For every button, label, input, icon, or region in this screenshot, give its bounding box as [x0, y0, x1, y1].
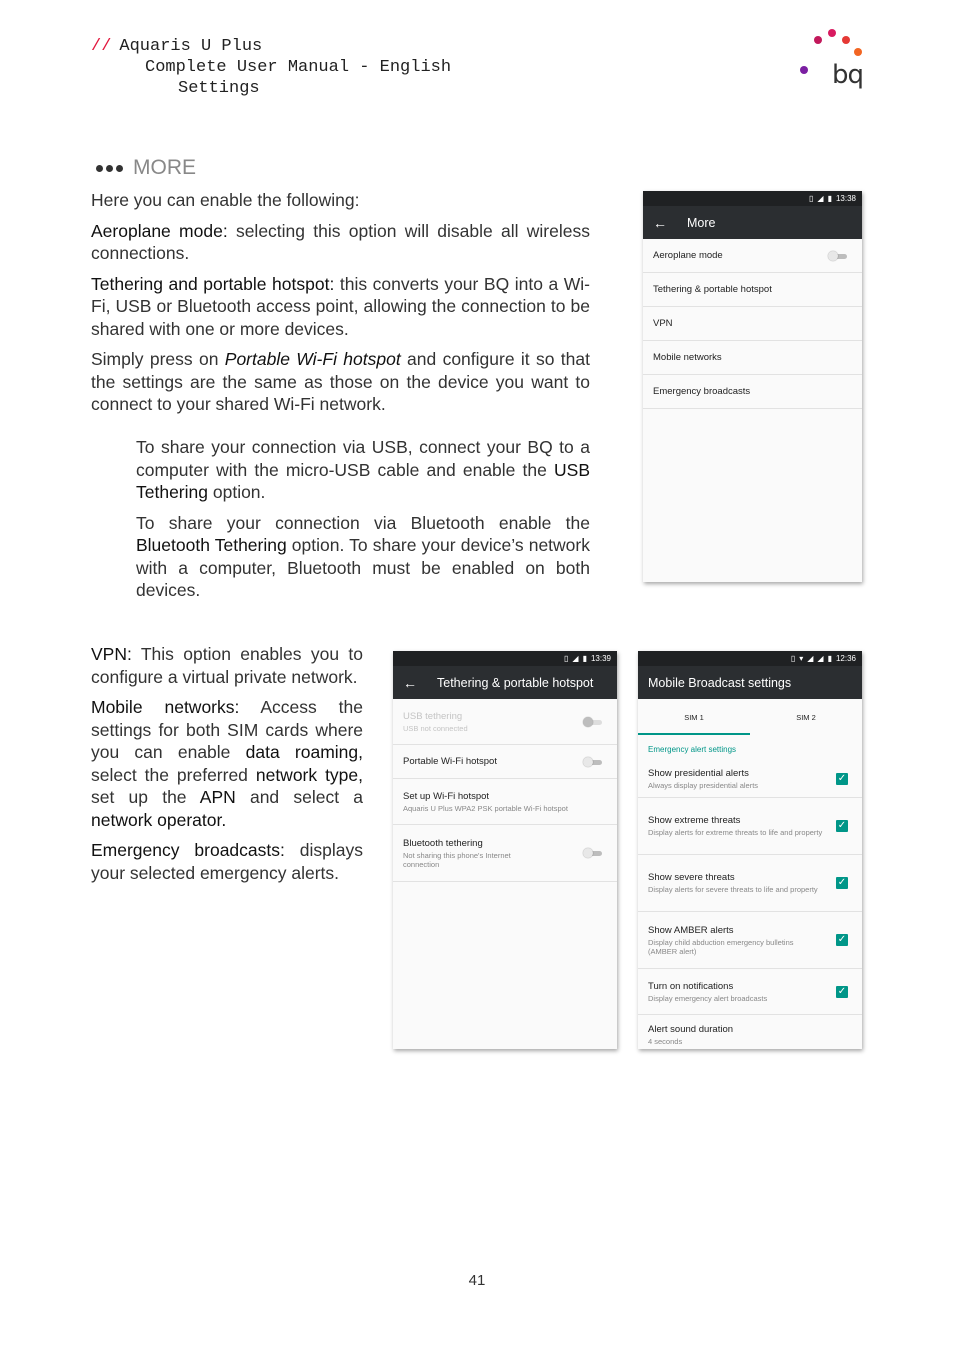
status-time: 12:36 — [835, 654, 856, 663]
header-chapter: Settings — [178, 79, 260, 98]
status-time: 13:38 — [835, 194, 856, 203]
setting-notifications[interactable]: Turn on notifications Display emergency alert broadcasts ✓ — [638, 969, 862, 1015]
app-bar — [638, 666, 862, 699]
setting-extreme-threats[interactable]: Show extreme threats Display alerts for extreme threats to life and property ✓ — [638, 798, 862, 855]
aeroplane-toggle[interactable] — [828, 251, 848, 261]
logo-dot — [800, 66, 808, 74]
logo-text: bq — [832, 60, 864, 90]
logo-dot — [814, 36, 822, 44]
emergency-paragraph: Emergency broadcasts: displays your selected emergency alerts. — [91, 840, 363, 883]
menu-item-emergency-broadcasts[interactable]: Emergency broadcasts — [643, 375, 862, 409]
checkbox-checked-icon[interactable]: ✓ — [837, 934, 847, 945]
usb-tethering-toggle[interactable] — [583, 717, 603, 727]
app-bar-title: Tethering & portable hotspot — [437, 675, 594, 690]
signal-icon: ◢ — [807, 654, 814, 663]
screenshot-broadcast — [638, 651, 862, 1049]
hotspot-paragraph: Simply press on Portable Wi-Fi hotspot and configure it so that the settings are the same as those on the device you want to connect to your shared Wi-Fi network. — [91, 349, 590, 414]
mobile-paragraph: Mobile networks: Access the settings for both SIM cards where you can enable data roaming, select the preferred network type, set up the APN and select a network operator. — [91, 697, 364, 830]
sim-tabs — [638, 699, 862, 735]
tab-sim-1[interactable]: SIM 1 — [638, 699, 750, 735]
app-bar-title: More — [687, 215, 716, 230]
back-arrow-icon[interactable]: ← — [653, 214, 667, 231]
vibrate-icon: ▯ — [564, 654, 569, 663]
bq-logo — [796, 26, 866, 96]
setting-severe-threats[interactable]: Show severe threats Display alerts for severe threats to life and property ✓ — [638, 855, 862, 912]
status-time: 13:39 — [590, 654, 611, 663]
menu-item-tethering[interactable]: Tethering & portable hotspot — [643, 273, 862, 307]
checkbox-checked-icon[interactable]: ✓ — [837, 820, 847, 831]
status-bar — [393, 651, 617, 666]
more-description — [91, 189, 590, 424]
signal-icon: ◢ — [817, 654, 824, 663]
checkbox-checked-icon[interactable]: ✓ — [837, 877, 847, 888]
menu-item-aeroplane-mode[interactable]: Aeroplane mode — [643, 239, 862, 273]
setting-amber-alerts[interactable]: Show AMBER alerts Display child abduction emergency bulletins (AMBER alert) ✓ — [638, 912, 862, 969]
more-dots-icon — [96, 165, 123, 172]
setting-usb-tethering[interactable]: USB tethering USB not connected — [393, 699, 617, 745]
bluetooth-paragraph: To share your connection via Bluetooth enable the Bluetooth Tethering option. To share your device’s network with a computer, Bluetooth must be enabled on both devices. — [136, 512, 590, 600]
signal-icon: ◢ — [817, 194, 824, 203]
setting-bluetooth-tethering[interactable]: Bluetooth tethering Not sharing this phone's Internet connection — [393, 825, 617, 882]
app-bar — [393, 666, 617, 699]
section-title: MORE — [96, 156, 196, 180]
menu-item-vpn[interactable]: VPN — [643, 307, 862, 341]
logo-dot — [854, 48, 862, 56]
page-number: 41 — [468, 1272, 486, 1289]
vibrate-icon: ▯ — [790, 654, 796, 663]
header-product: Aquaris U Plus — [119, 37, 263, 56]
lower-description — [91, 643, 363, 892]
setting-portable-hotspot[interactable]: Portable Wi-Fi hotspot — [393, 745, 617, 779]
app-bar — [643, 206, 862, 239]
setting-presidential-alerts[interactable]: Show presidential alerts Always display presidential alerts ✓ — [638, 760, 862, 798]
wifi-icon: ▾ — [799, 654, 804, 663]
checkbox-checked-icon[interactable]: ✓ — [837, 772, 847, 784]
battery-icon: ▮ — [582, 654, 587, 663]
tab-sim-2[interactable]: SIM 2 — [796, 712, 816, 722]
screenshot-tethering — [393, 651, 617, 1049]
usb-paragraph: To share your connection via USB, connect your BQ to a computer with the micro-USB cable and enable the USB Tethering option. — [136, 437, 590, 502]
app-bar-title: Mobile Broadcast settings — [648, 675, 792, 690]
menu-item-mobile-networks[interactable]: Mobile networks — [643, 341, 862, 375]
vibrate-icon: ▯ — [809, 194, 814, 203]
battery-icon: ▮ — [827, 654, 832, 663]
logo-dot — [828, 29, 836, 37]
document-header — [91, 36, 451, 99]
header-slashes: // — [91, 37, 112, 56]
checkbox-checked-icon[interactable]: ✓ — [837, 985, 847, 997]
category-header: Emergency alert settings — [648, 745, 737, 754]
signal-icon: ◢ — [572, 654, 579, 663]
intro-text: Here you can enable the following: — [91, 190, 360, 210]
setting-setup-hotspot[interactable]: Set up Wi-Fi hotspot Aquaris U Plus WPA2 PSK portable Wi-Fi hotspot — [393, 779, 617, 825]
tethering-paragraph: Tethering and portable hotspot: this converts your BQ into a Wi-Fi, USB or Bluetooth access point, allowing the connection to be shared with one or more devices. — [91, 273, 590, 339]
aeroplane-paragraph: Aeroplane mode: selecting this option will disable all wireless connections. — [91, 220, 590, 263]
logo-dot — [842, 36, 850, 44]
status-bar — [643, 191, 862, 206]
vpn-paragraph: VPN: This option enables you to configure a virtual private network. — [91, 644, 363, 687]
battery-icon: ▮ — [827, 194, 832, 203]
screenshot-more — [643, 191, 862, 582]
hotspot-toggle[interactable] — [583, 757, 603, 767]
status-bar — [638, 651, 862, 666]
bluetooth-tethering-toggle[interactable] — [583, 848, 603, 858]
indented-notes — [136, 436, 590, 610]
setting-alert-sound-duration[interactable]: Alert sound duration 4 seconds — [648, 1024, 734, 1046]
back-arrow-icon[interactable]: ← — [403, 674, 417, 691]
header-manual: Complete User Manual - English — [145, 58, 452, 77]
